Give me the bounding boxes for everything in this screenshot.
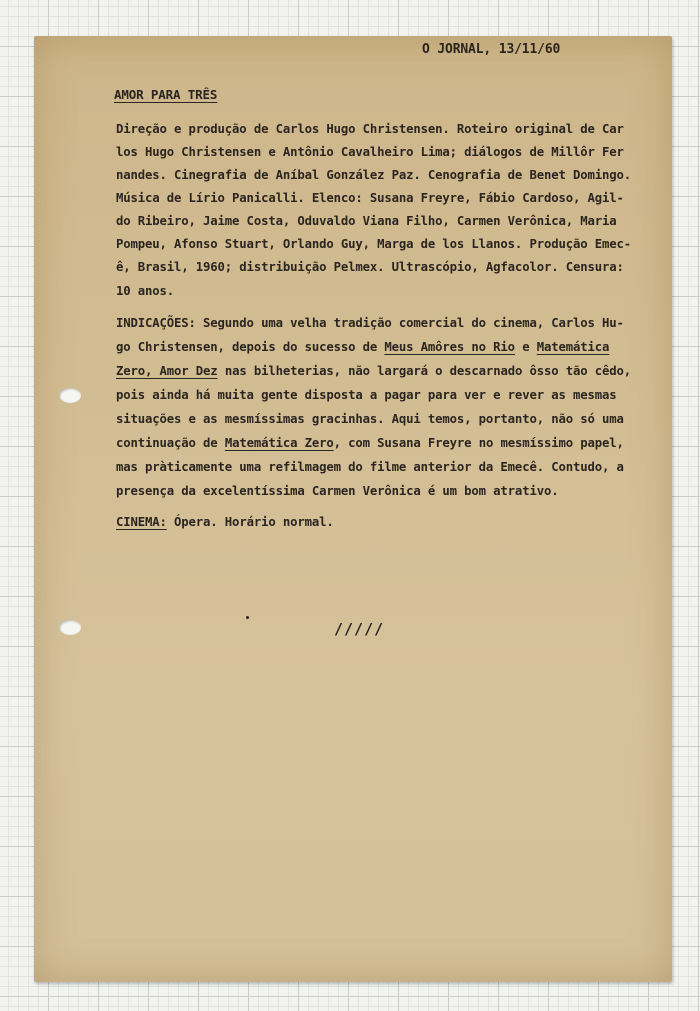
indicacoes-line xyxy=(116,364,631,378)
punch-hole xyxy=(59,620,81,635)
indicacoes-line: INDICAÇÕES: Segundo uma velha tradição comercial do cinema, Carlos Hu- xyxy=(116,316,624,330)
credits-line: ê, Brasil, 1960; distribuição Pelmex. Ultrascópio, Agfacolor. Censura: xyxy=(116,260,624,274)
punch-hole xyxy=(59,388,81,403)
credits-line: do Ribeiro, Jaime Costa, Oduvaldo Viana Filho, Carmen Verônica, Maria xyxy=(116,214,617,228)
indicacoes-line: mas pràticamente uma refilmagem do filme anterior da Emecê. Contudo, a xyxy=(116,460,624,474)
credits-line: Direção e produção de Carlos Hugo Christensen. Roteiro original de Car xyxy=(116,122,624,136)
text-run: e xyxy=(514,340,537,354)
document-sheet xyxy=(34,36,672,982)
text-run: continuação de xyxy=(116,436,225,450)
film-title-underlined: Matemática Zero xyxy=(224,436,334,450)
indicacoes-line: presença da excelentíssima Carmen Verônica é um bom atrativo. xyxy=(116,484,559,498)
cinema-line xyxy=(116,515,334,529)
film-title-underlined: Meus Amôres no Rio xyxy=(384,340,515,354)
end-divider: ///// xyxy=(334,620,385,638)
review-title: AMOR PARA TRÊS xyxy=(114,87,218,102)
credits-line: Pompeu, Afonso Stuart, Orlando Guy, Marga de los Llanos. Produção Emec- xyxy=(116,237,631,251)
indicacoes-line xyxy=(116,340,609,354)
indicacoes-line: situações e as mesmíssimas gracinhas. Aqui temos, portanto, não só uma xyxy=(116,412,624,426)
credits-line: Música de Lírio Panicalli. Elenco: Susana Freyre, Fábio Cardoso, Agil- xyxy=(116,191,624,205)
cinema-text: Ópera. Horário normal. xyxy=(166,515,334,529)
newspaper-date-header: O JORNAL, 13/11/60 xyxy=(422,42,561,57)
cinema-label: CINEMA: xyxy=(116,515,167,529)
text-run: nas bilheterias, não largará o descarnado ôsso tão cêdo, xyxy=(217,364,632,378)
credits-line: 10 anos. xyxy=(116,284,175,298)
credits-line: los Hugo Christensen e Antônio Cavalheiro Lima; diálogos de Millôr Fer xyxy=(116,145,624,159)
indicacoes-line xyxy=(116,436,624,450)
ink-speck xyxy=(246,616,249,619)
text-run: , com Susana Freyre no mesmíssimo papel, xyxy=(333,436,624,450)
credits-line: nandes. Cinegrafia de Aníbal González Paz. Cenografia de Benet Domingo. xyxy=(116,168,631,182)
film-title-underlined: Matemática xyxy=(536,340,610,354)
text-run: go Christensen, depois do sucesso de xyxy=(116,340,385,354)
film-title-underlined: Zero, Amor Dez xyxy=(116,364,218,378)
indicacoes-line: pois ainda há muita gente disposta a pagar para ver e rever as mesmas xyxy=(116,388,617,402)
